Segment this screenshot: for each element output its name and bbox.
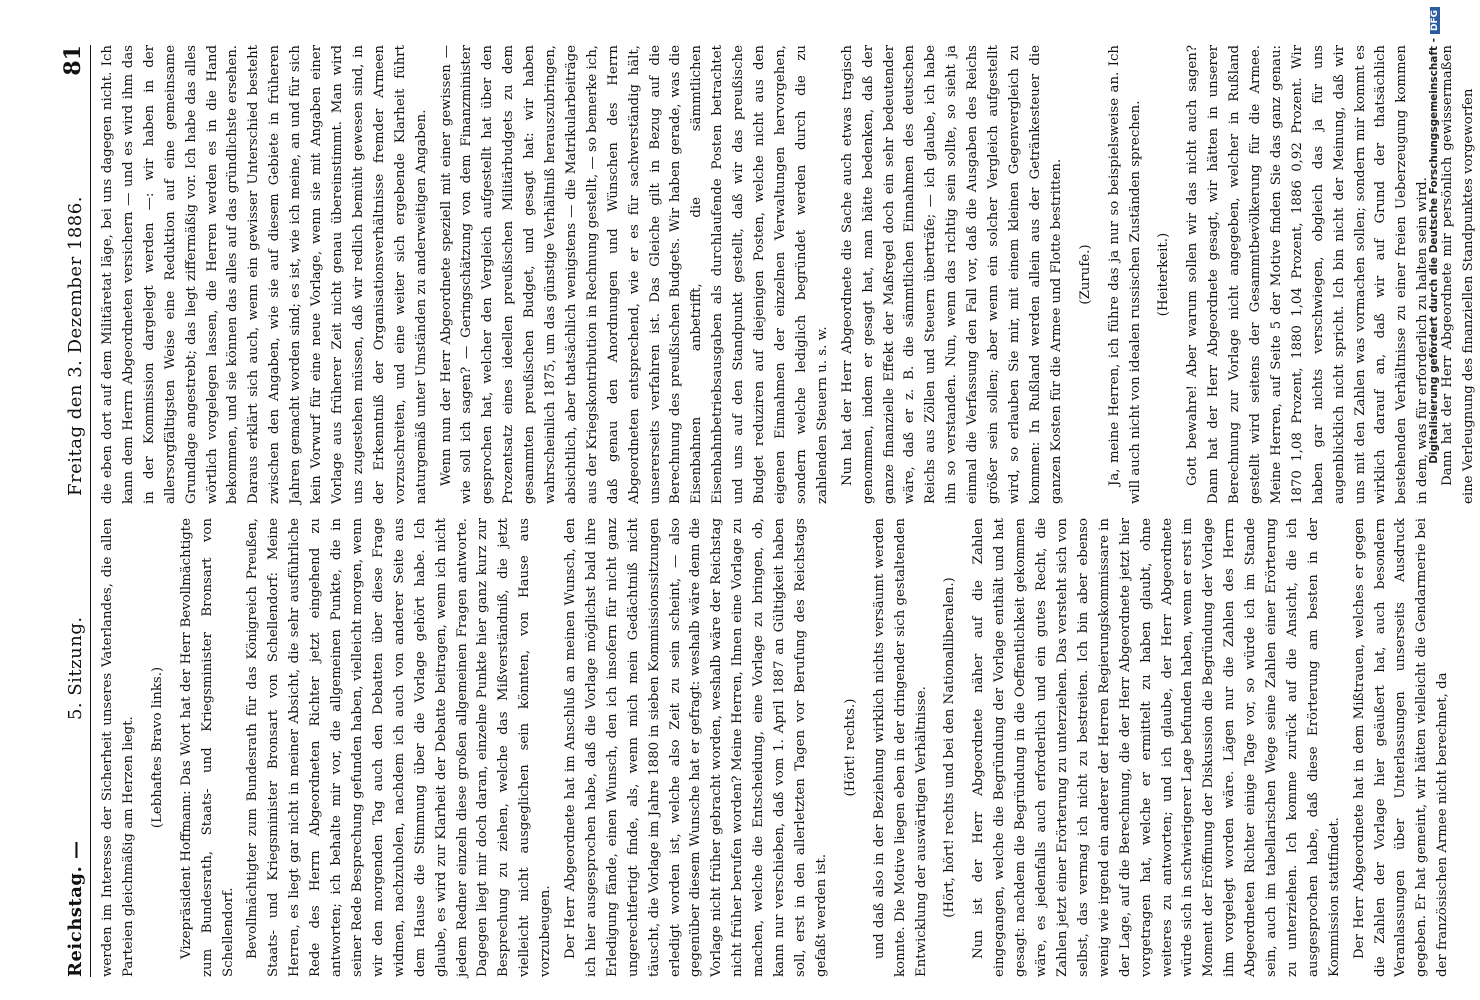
paragraph: Der Herr Abgeordnete hat in dem Mißtrauen, welches er gegen die Zahlen der Vorlage hier geäußert hat, auch besondern Veranlassungen über Unterlassungen unserseits Ausdruck gegeben. Er hat gemeint, wir hätten vielleicht die Gendarmerie bei der französischen Armee nicht berechnet, da (1351, 518, 1451, 977)
paragraph: Ja, meine Herren, ich führe das ja nur so beispielsweise an. Ich will auch nicht von idealen russischen Zuständen sprechen. (1106, 45, 1143, 504)
header-session: 5. Sitzung. (65, 616, 86, 721)
paragraph: Nun hat der Herr Abgeordnete die Sache auch etwas tragisch genommen, indem er gesagt hat, man hätte bedenken, daß der ganze finanzielle Effekt der Maßregel doch ein sehr bedeutender wäre, daß er z. B. die sämmtlichen Einnahmen des deutschen Reichs aus Zöllen und Steuern überträfe; — ich glaube, ich habe ihn so verstanden. Nun, wenn das richtig sein sollte, so sieht ja einmal die Verfassung den Fall vor, daß die Ausgaben des Reichs größer sein sollen; aber wenn ein solcher Vergleich aufgestellt wird, so erlauben Sie mir, mit einem kleinen Gegenvergleich zu kommen: In Rußland werden allein aus der Getränkesteuer die ganzen Kosten für die Armee und Flotte bestritten. (839, 45, 1064, 504)
paragraph: Wenn nun der Herr Abgeordnete speziell mit einer gewissen — wie soll ich sagen? — Geringschätzung von dem Finanzminister gesprochen hat, welcher den Vergleich aufgestellt hat über den Prozentsatz eines ideellen preußischen Militärbudgets zu dem gesammten preußischen Budget, und gesagt hat: wir haben wahrscheinlich 1875, um das günstige Verhältniß herauszubringen, absichtlich, aber thatsächlich wenigstens — die Matrikularbeiträge aus der Kriegskontribution in Rechnung gestellt, — so bemerke ich, daß genau den Anordnungen und Wünschen des Herrn Abgeordneten entsprechend, wie er es für sachverständig hält, unsererseits verfahren ist. Das Gleiche gilt in Bezug auf die Berechnung des preußischen Budgets. Wir haben gerade, was die Eisenbahnen anbetrifft, die sämmtlichen Eisenbahnbetriebsausgaben als durchlaufende Posten betrachtet und uns auf den Standpunkt gestellt, daß wir das preußische Budget reduziren auf diejenigen Posten, welche nicht aus den eigenen Einnahmen der einzelnen Verwaltungen hervorgehen, sondern welche lediglich begründet werden durch die zu zahlenden Steuern u. s. w. (438, 45, 830, 504)
paragraph: Vizepräsident Hoffmann: Das Wort hat der Herr Bevollmächtigte zum Bundesrath, Staats- und Kriegsminister Bronsart von Schellendorf. (178, 518, 236, 977)
stage-direction: (Lebhaftes Bravo links.) (149, 666, 165, 829)
stage-direction: (Heiterkeit.) (1156, 232, 1172, 317)
paragraph: Der Herr Abgeordnete hat im Anschluß an meinen Wunsch, den ich hier ausgesprochen habe, daß die Vorlage möglichst bald ihre Erledigung fände, einen Wunsch, den ich insofern für nicht ganz ungerechtfertigt finde, als, wenn mich mein Gedächtniß nicht täuscht, die Vorlage im Jahre 1880 in sieben Kommissionssitzungen erledigt worden ist, welche also Zeit zu sein scheint, — also gegenüber diesem Wunsche hat er gefragt: weshalb wäre denn die Vorlage nicht früher gebracht worden, weshalb wäre der Reichstag nicht früher berufen worden? Meine Herren, Ihnen eine Vorlage zu machen, welche die Entscheidung, eine Vorlage zu bringen, ob, kann nur verschieben, daß vom 1. April 1887 an Gültigkeit haben soll, erst in den allerletzten Tagen vor Berufung des Reichstags gefaßt werden ist. (563, 518, 829, 977)
digitization-note: Digitalisierung gefördert durch die Deutsche Forschungsgemeinschaft - (1428, 38, 1440, 464)
stage-direction: (Zurufe.) (1077, 244, 1093, 305)
column-left (98, 518, 1451, 977)
paragraph: und daß also in der Beziehung wirklich nichts versäumt werden konnte. Die Motive liegen eben in der dringender sich gestaltenden Entwicklung der auswärtigen Verhältnisse. (871, 518, 929, 977)
paragraph: Dann hat der Herr Abgeordnete mir persönlich gewissermaßen eine Verleugnung des finanziellen Standpunktes vorgeworfen (1440, 45, 1477, 504)
paragraph: die eben dort auf dem Militäretat läge, bei uns dagegen nicht. Ich kann dem Herrn Abgeordneten versichern — und es wird ihm das in der Kommission dargelegt werden —: wir haben in der allersorgfältigsten Weise eine Reduktion auf eine gemeinsame Grundlage angestrebt; das liegt ziffermäßig vor. Ich habe das alles wörtlich vorgelegen lassen, die Herren werden es in die Hand bekommen, und sie können das alles auf das gründlichste ersehen. Daraus erklärt sich auch, wenn ein gewisser Unterschied besteht zwischen den Angaben, wie sie auf diesem Gebiete in früheren Jahren gemacht worden sind; es ist, wie ich meine, an und für sich kein Vorwurf für eine neue Vorlage, wenn sie mit Angaben einer Vorlage aus früherer Zeit nicht genau übereinstimmt. Man wird uns zugestehen müssen, daß wir redlich bemüht gewesen sind, in der Erkenntniß der Organisationsverhältnisse fremder Armeen vorzuschreiten, und eine weiter sich ergebende Klarheit führt naturgemäß unter Umständen zu anderweitigen Angaben. (100, 45, 429, 504)
header-reichstag: Reichstag. — (65, 840, 86, 977)
dfg-logo: DFG (1430, 7, 1440, 34)
paragraph: werden im Interesse der Sicherheit unseres Vaterlandes, die allen Parteien gleichmäßig am Herzen liegt. (100, 518, 136, 977)
page-number: 81 (60, 45, 86, 76)
paragraph: Gott bewahre! Aber warum sollen wir das nicht auch sagen? Dann hat der Herr Abgeordnete gesagt, wir hätten in unserer Berechnung zur Vorlage nicht angegeben, welcher in Rußland gestellt wird seitens der Gesammtbevölkerung für die Armee. Meine Herren, auf Seite 5 der Motive finden Sie das ganz genau: 1870 1,08 Prozent, 1880 1,04 Prozent, 1886 0,92 Prozent. Wir haben gar nichts verschwiegen, obgleich das ja für uns augenblicklich nicht spricht. Ich bin nicht der Meinung, daß wir uns mit den Zahlen was vormachen sollen; sondern mir kommt es wirklich darauf an, daß wir auf Grund der thatsächlich bestehenden Verhältnisse zu einer freien Ueberzeugung kommen in dem, was für erforderlich zu halten sein wird. (1185, 45, 1431, 504)
page-header (52, 45, 91, 977)
paragraph: Nun ist der Herr Abgeordnete näher auf die Zahlen eingegangen, welche die Begründung der Vorlage enthält und hat gesagt: nachdem die Begründung in die Oeffentlichkeit gekommen wäre, es jedenfalls auch erforderlich und ein gutes Recht, die Zahlen jetzt einer Erörterung zu unterziehen. Das versteht sich von selbst, das vermag ich nicht zu bestreiten. Ich bin aber ebenso wenig wie irgend ein anderer der Herren Regierungskommissare in der Lage, auf die Berechnung, die der Herr Abgeordnete jetzt hier vorgetragen hat, welche er ermittelt zu haben glaubt, ohne weiteres zu antworten; und ich glaube, der Herr Abgeordnete würde sich in schwierigerer Lage befunden haben, wenn er erst im Moment der Eröffnung der Diskussion die Begründung der Vorlage ihm vorgelegt worden wäre. Lägen nur die Zahlen des Herrn Abgeordneten Richter einige Tage vor, so würde ich im Stande sein, auch im tabellarischen Wege seine Zahlen einer Erörterung zu unterziehen. Ich komme zurück auf die Ansicht, die ich ausgesprochen habe, daß diese Erörterung am besten in der Kommission stattfindet. (971, 518, 1342, 977)
header-date: Freitag den 3. Dezember 1886. (65, 196, 86, 496)
stage-direction: (Hört! rechts.) (842, 698, 858, 797)
paragraph: Bevollmächtigter zum Bundesrath für das Königreich Preußen, Staats- und Kriegsminister Bronsart von Schellendorf: Meine Herren, es liegt gar nicht in meiner Absicht, die sehr ausführliche Rede des Herrn Abgeordneten Richter jetzt eingehend zu antworten; ich behalte mir vor, die allgemeinen Punkte, die in seiner Rede Besprechung gefunden haben, vielleicht morgen, wenn wir den morgenden Tag auch den Debatten über diese Frage widmen, nachzuholen, nachdem ich auch von anderer Seite aus dem Hause die Stimmung über die Vorlage gehört habe. Ich glaube, es wird zur Klarheit der Debatte beitragen, wenn ich nicht jedem Redner einzeln diese großen allgemeinen Fragen antworte. Dagegen liegt mir doch daran, einzelne Punkte hier ganz kurz zur Besprechung zu ziehen, welche das Mißverständniß, die jetzt vielleicht nicht ausgeglichen sein könnten, von Hause aus vorzubeugen. (245, 518, 554, 977)
digitization-credit-text (1428, 0, 1448, 995)
digitization-credit (1408, 0, 1440, 1000)
stage-direction: (Hört, hört! rechts und bei den Nationalliberalen.) (942, 577, 958, 918)
